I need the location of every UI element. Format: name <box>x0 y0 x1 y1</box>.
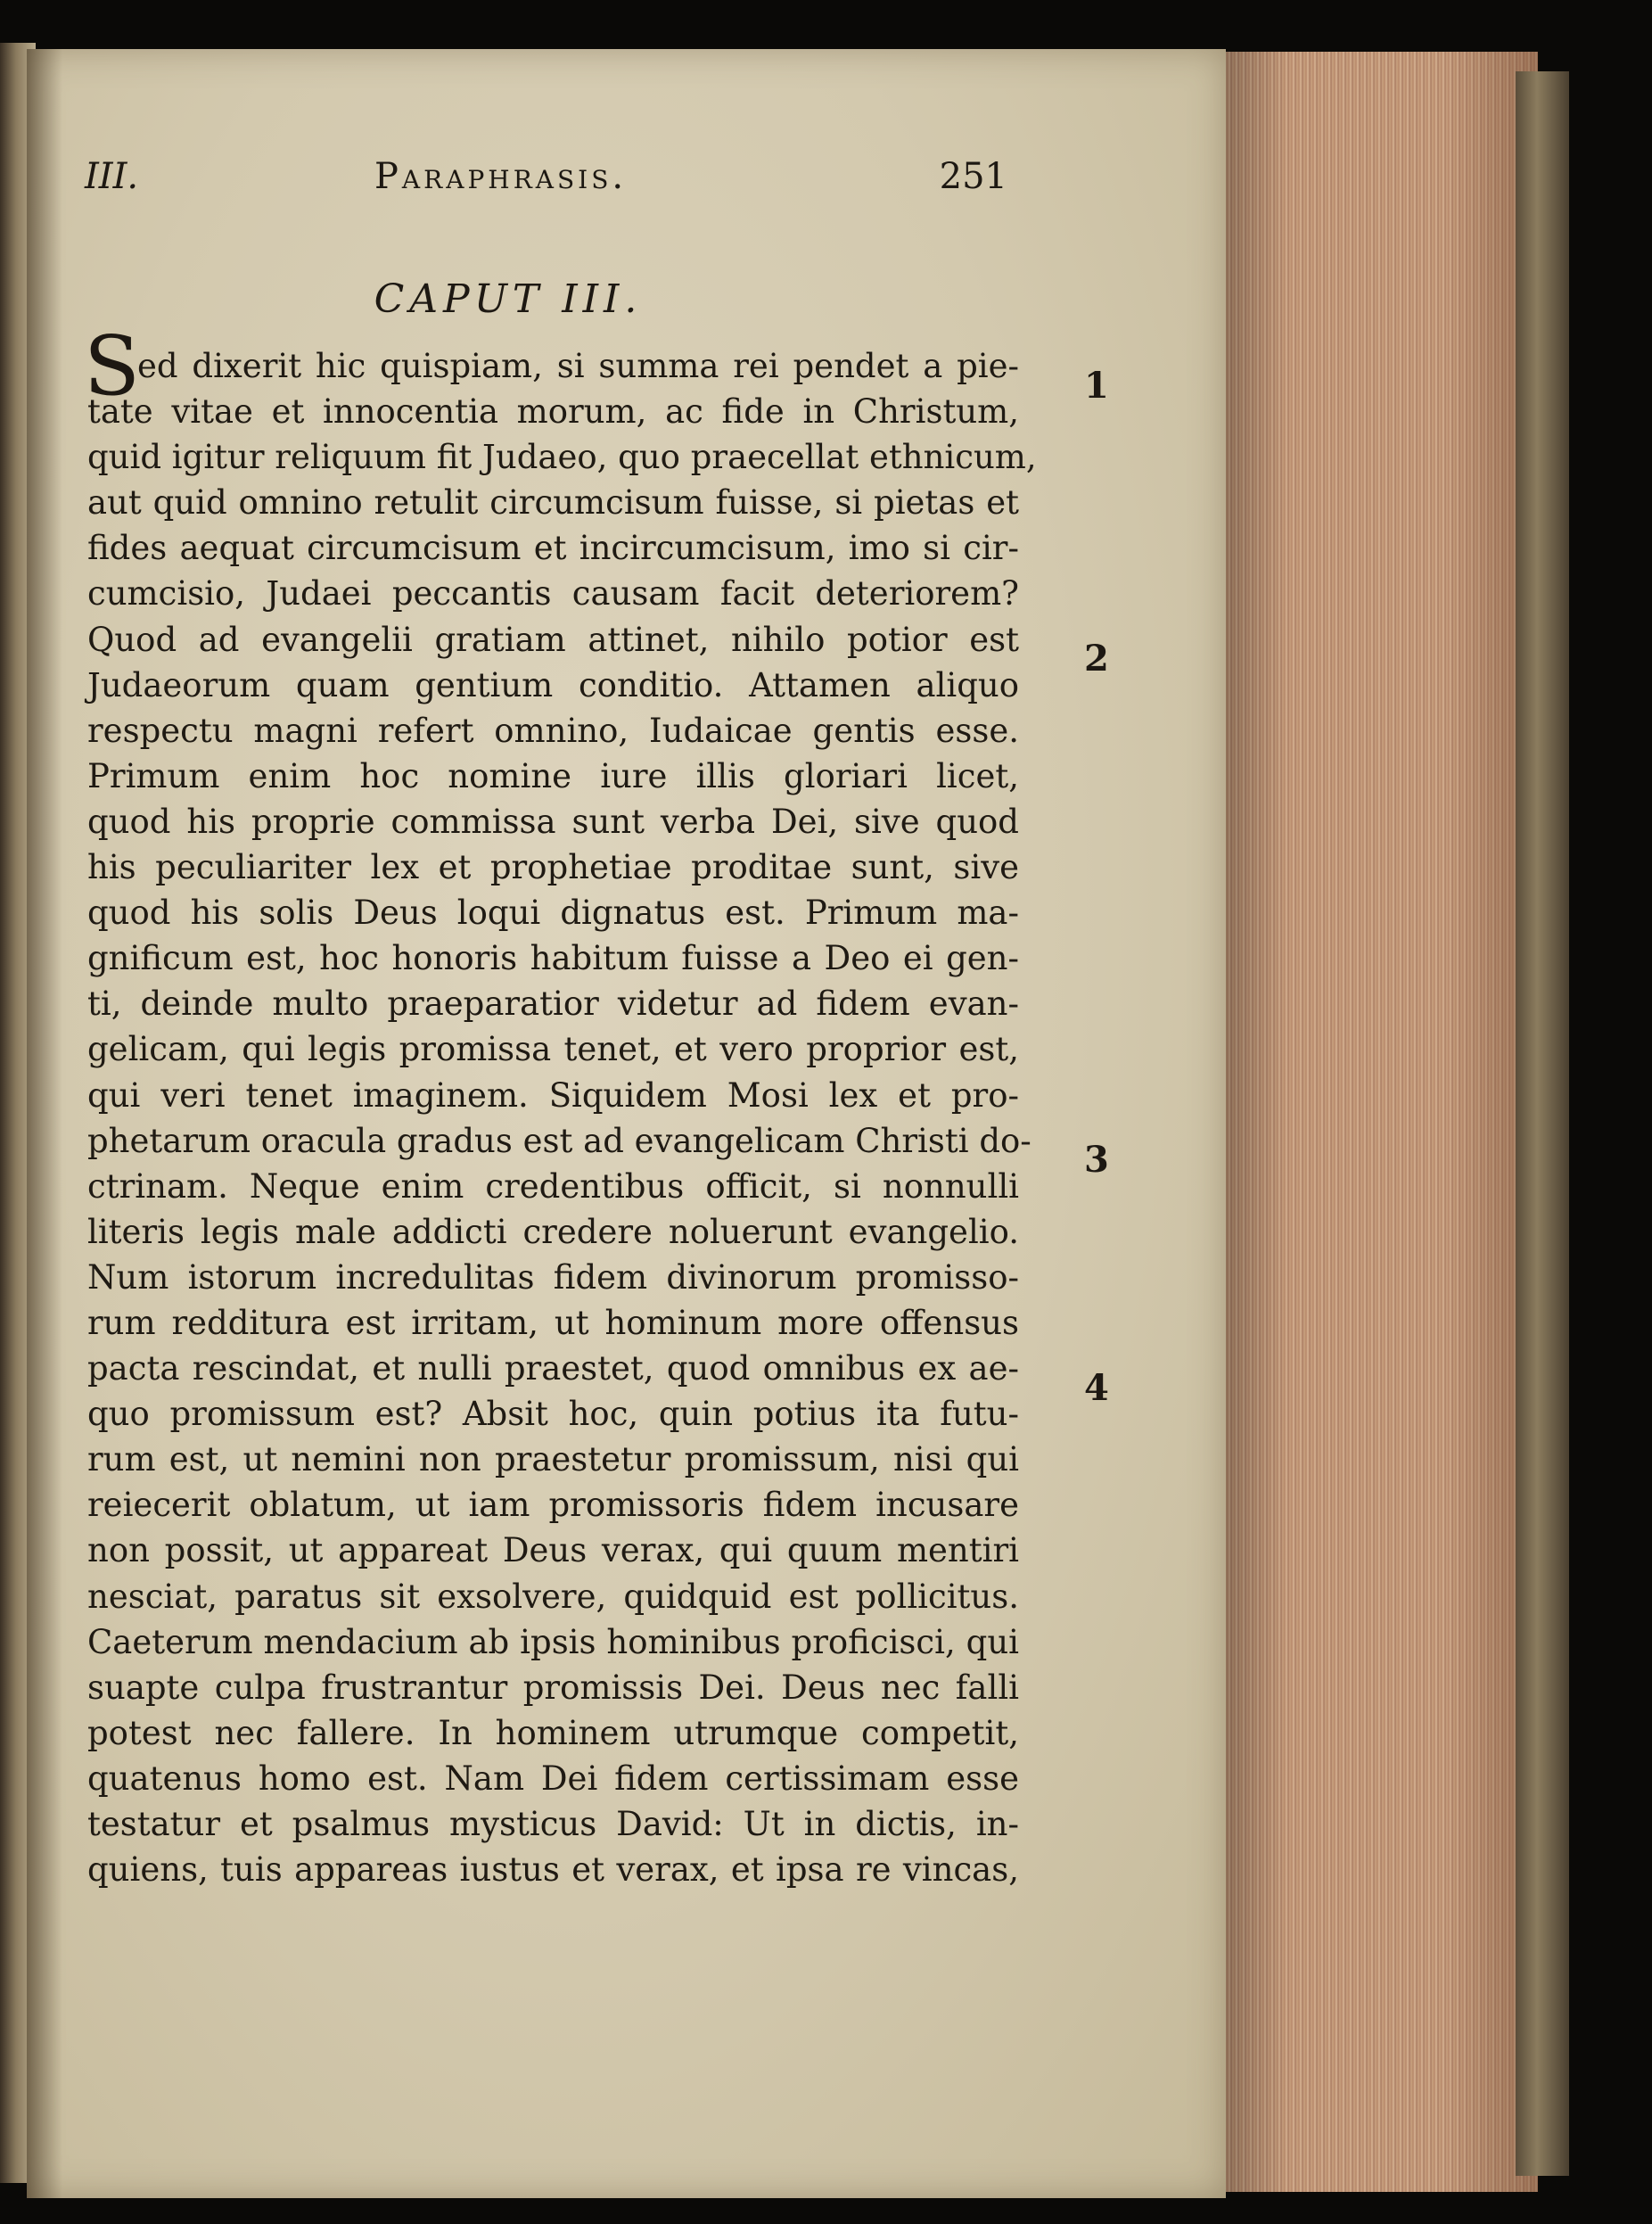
text-line: quod his solis Deus loqui dignatus est. Primum ma- <box>87 894 1019 933</box>
text-line: his peculiariter lex et prophetiae proditae sunt, sive <box>87 848 1019 887</box>
header-chapter-label: III. <box>85 156 139 197</box>
text-line: potest nec fallere. In hominem utrumque competit, <box>87 1713 1019 1752</box>
page-block-edge <box>1226 52 1538 2192</box>
text-line: qui veri tenet imaginem. Siquidem Mosi lex et pro- <box>87 1075 1019 1115</box>
gutter-shadow <box>27 49 62 2198</box>
verse-number: 4 <box>1084 1367 1109 1409</box>
header-title: Paraphrasis. <box>374 156 628 197</box>
text-line: rum redditura est irritam, ut hominum more offensus <box>87 1303 1019 1342</box>
drop-cap: S <box>84 318 141 414</box>
text-line: quo promissum est? Absit hoc, quin potius ita futu- <box>87 1395 1019 1434</box>
text-line: quod his proprie commissa sunt verba Dei, sive quod <box>87 802 1019 841</box>
book-cover-edge <box>1516 71 1569 2176</box>
edge-shadow <box>1226 52 1538 2192</box>
text-line: Num istorum incredulitas fidem divinorum promisso- <box>87 1257 1019 1297</box>
text-line: literis legis male addicti credere noluerunt evangelio. <box>87 1212 1019 1251</box>
text-line: suapte culpa frustrantur promissis Dei. Deus nec falli <box>87 1668 1019 1707</box>
text-line: quiens, tuis appareas iustus et verax, et ipsa re vincas, <box>87 1850 1019 1890</box>
text-line: phetarum oracula gradus est ad evangelicam Christi do- <box>87 1121 1031 1160</box>
text-line: rum est, ut nemini non praestetur promissum, nisi qui <box>87 1440 1019 1479</box>
verse-number: 1 <box>1084 365 1109 407</box>
text-line: tate vitae et innocentia morum, ac fide in Christum, <box>87 392 1019 432</box>
text-line: Caeterum mendacium ab ipsis hominibus proficisci, qui <box>87 1622 1019 1661</box>
page-number: 251 <box>939 156 1007 197</box>
text-line: Quod ad evangelii gratiam attinet, nihilo potior est <box>87 620 1019 659</box>
text-line: quatenus homo est. Nam Dei fidem certissimam esse <box>87 1759 1019 1798</box>
text-line: quid igitur reliquum fit Judaeo, quo praecellat ethnicum, <box>87 438 1037 477</box>
text-line: Primum enim hoc nomine iure illis gloriari licet, <box>87 756 1019 795</box>
text-line: respectu magni refert omnino, Iudaicae gentis esse. <box>87 711 1019 750</box>
text-line: fides aequat circumcisum et incircumcisum, imo si cir- <box>87 529 1019 568</box>
text-line: reiecerit oblatum, ut iam promissoris fidem incusare <box>87 1486 1019 1525</box>
chapter-title: CAPUT III. <box>374 276 643 322</box>
verse-number: 2 <box>1084 638 1109 680</box>
running-header <box>62 156 1007 210</box>
text-line: gelicam, qui legis promissa tenet, et vero proprior est, <box>87 1030 1019 1069</box>
text-line: ti, deinde multo praeparatior videtur ad fidem evan- <box>87 984 1019 1024</box>
text-line: nesciat, paratus sit exsolvere, quidquid est pollicitus. <box>87 1577 1019 1616</box>
text-line: aut quid omnino retulit circumcisum fuisse, si pietas et <box>87 483 1019 523</box>
text-line: non possit, ut appareat Deus verax, qui quum mentiri <box>87 1531 1019 1570</box>
text-line: gnificum est, hoc honoris habitum fuisse a Deo ei gen- <box>87 939 1019 978</box>
text-line: testatur et psalmus mysticus David: Ut in dictis, in- <box>87 1805 1019 1843</box>
text-line: cumcisio, Judaei peccantis causam facit deteriorem? <box>87 574 1019 614</box>
verse-number: 3 <box>1084 1139 1109 1181</box>
text-line: ctrinam. Neque enim credentibus officit, si nonnulli <box>87 1166 1019 1206</box>
text-line: ed dixerit hic quispiam, si summa rei pendet a pie- <box>137 347 1019 385</box>
body-text <box>84 318 1109 1892</box>
text-line: pacta rescindat, et nulli praestet, quod omnibus ex ae- <box>87 1349 1019 1388</box>
text-line: Judaeorum quam gentium conditio. Attamen aliquo <box>87 665 1019 704</box>
